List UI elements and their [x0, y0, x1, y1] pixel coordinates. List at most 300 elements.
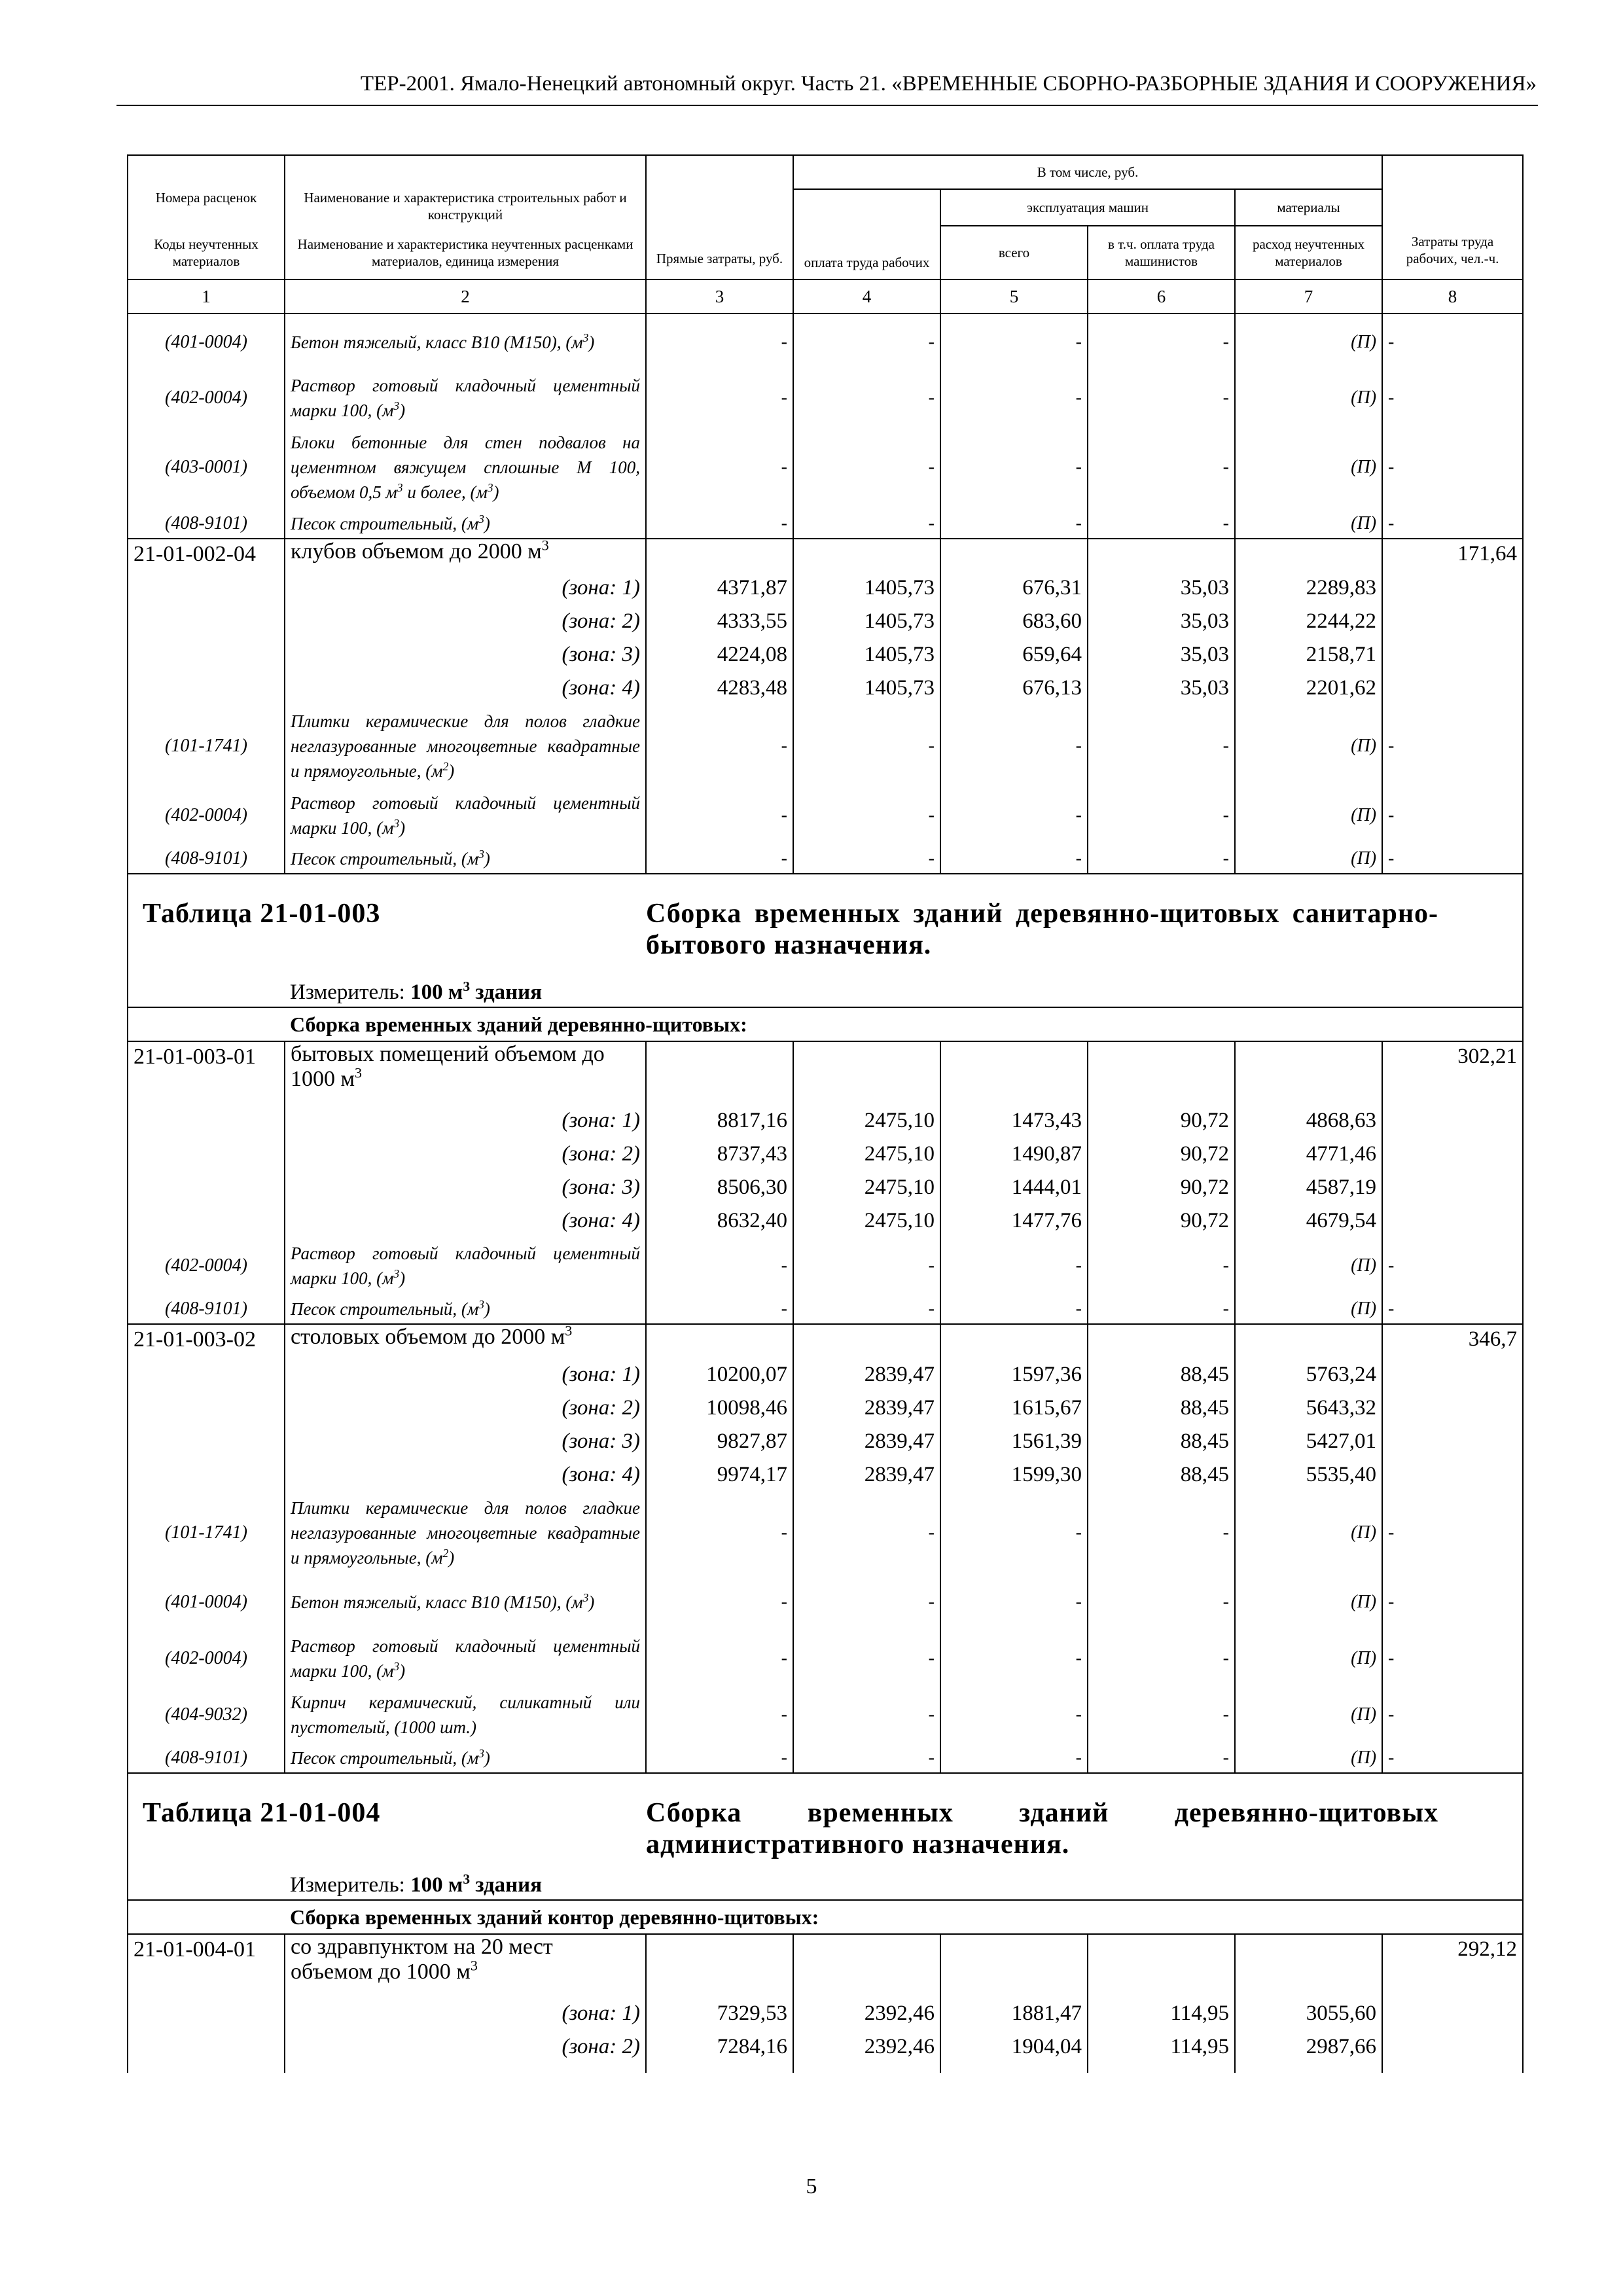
- price-value: 1561,39: [940, 1425, 1088, 1458]
- price-value: 1405,73: [793, 605, 940, 638]
- measure-value-text: 100 м: [410, 980, 463, 1004]
- material-name: [285, 705, 646, 787]
- price-value: 4868,63: [1235, 1104, 1382, 1138]
- header-rule: [116, 105, 1538, 106]
- zone-row: [128, 638, 1523, 672]
- price-value: 2475,10: [793, 1138, 940, 1171]
- header-labor-label: Затраты труда рабочих, чел.-ч.: [1406, 234, 1499, 266]
- table-tail: [128, 2064, 1523, 2073]
- price-value: 4224,08: [646, 638, 793, 672]
- dash-cell: -: [1382, 1743, 1523, 1773]
- empty-cell: [128, 978, 285, 1007]
- price-value: 8737,43: [646, 1138, 793, 1171]
- zone-row: [128, 1997, 1523, 2030]
- header-machines: [940, 189, 1235, 226]
- superscript: 3: [582, 1591, 589, 1604]
- measure-row: [128, 1871, 1523, 1900]
- price-value: 90,72: [1088, 1104, 1235, 1138]
- header-incl: [793, 155, 1382, 189]
- project-marker: (П): [1235, 705, 1382, 787]
- price-value: 7329,53: [646, 1997, 793, 2030]
- material-row: [128, 1687, 1523, 1743]
- zone-row: [128, 1391, 1523, 1425]
- dash-cell: -: [1382, 1630, 1523, 1687]
- dash-cell: -: [940, 370, 1088, 426]
- material-row: [128, 314, 1523, 370]
- dash-cell: -: [1382, 705, 1523, 787]
- zone-row: [128, 1104, 1523, 1138]
- material-row: [128, 1574, 1523, 1630]
- dash-cell: -: [1382, 509, 1523, 539]
- dash-cell: -: [1088, 370, 1235, 426]
- zone-label: (зона: 3): [285, 1425, 646, 1458]
- header-col2-top-spacer: [285, 155, 646, 189]
- empty-cell: [1382, 1997, 1523, 2030]
- superscript: 3: [463, 978, 471, 994]
- superscript: 2: [442, 760, 449, 773]
- project-marker: (П): [1235, 509, 1382, 539]
- rate-row: [128, 1934, 1523, 1997]
- zone-row: [128, 1171, 1523, 1204]
- price-value: 10200,07: [646, 1358, 793, 1391]
- material-code: (402-0004): [128, 1238, 285, 1294]
- empty-cell: [128, 2064, 285, 2073]
- price-value: 2987,66: [1235, 2030, 1382, 2064]
- header-machinist-wages: [1088, 226, 1235, 279]
- price-value: 2475,10: [793, 1104, 940, 1138]
- dash-cell: -: [793, 1238, 940, 1294]
- column-number: 6: [1088, 279, 1235, 314]
- table-body: [128, 155, 1523, 2073]
- price-value: 1444,01: [940, 1171, 1088, 1204]
- price-value: 2839,47: [793, 1425, 940, 1458]
- dash-cell: -: [1382, 787, 1523, 844]
- measure-unit: [285, 978, 1523, 1007]
- column-number: 8: [1382, 279, 1523, 314]
- table-number: Таблица 21-01-003: [128, 874, 646, 978]
- empty-cell: [1088, 539, 1235, 571]
- price-value: 676,13: [940, 672, 1088, 705]
- zone-label: (зона: 1): [285, 1358, 646, 1391]
- rate-name-text: бытовых помещений объемом до 1000 м: [291, 1042, 605, 1091]
- empty-cell: [1382, 1391, 1523, 1425]
- empty-cell: [128, 1871, 285, 1900]
- empty-cell: [793, 539, 940, 571]
- dash-cell: -: [1382, 1492, 1523, 1574]
- empty-cell: [646, 2064, 793, 2073]
- price-value: 4679,54: [1235, 1204, 1382, 1238]
- empty-cell: [1088, 2064, 1235, 2073]
- labor-cost: 346,7: [1382, 1324, 1523, 1358]
- price-value: 5427,01: [1235, 1425, 1382, 1458]
- rate-name: [285, 1934, 646, 1997]
- price-value: 683,60: [940, 605, 1088, 638]
- project-marker: (П): [1235, 1574, 1382, 1630]
- material-code: (402-0004): [128, 1630, 285, 1687]
- empty-cell: [1382, 2030, 1523, 2064]
- empty-cell: [128, 1171, 285, 1204]
- material-name-text: Раствор готовый кладочный цементный марки 100, (м: [291, 793, 640, 838]
- dash-cell: -: [1382, 1687, 1523, 1743]
- empty-cell: [940, 1324, 1088, 1358]
- rate-name: [285, 1324, 646, 1358]
- dash-cell: -: [793, 844, 940, 874]
- price-value: 8506,30: [646, 1171, 793, 1204]
- material-name-text: ): [399, 818, 406, 838]
- material-code: (408-9101): [128, 509, 285, 539]
- price-value: 2475,10: [793, 1171, 940, 1204]
- material-name-text: и более, (м: [402, 482, 488, 502]
- superscript: 3: [478, 1297, 484, 1311]
- price-value: 1473,43: [940, 1104, 1088, 1138]
- material-row: [128, 1238, 1523, 1294]
- dash-cell: -: [940, 509, 1088, 539]
- project-marker: (П): [1235, 314, 1382, 370]
- superscript: 3: [393, 1660, 400, 1673]
- zone-row: [128, 1204, 1523, 1238]
- labor-cost: 302,21: [1382, 1041, 1523, 1104]
- column-number: 1: [128, 279, 285, 314]
- empty-cell: [1235, 539, 1382, 571]
- rate-name-text: клубов объемом до 2000 м: [291, 539, 542, 564]
- material-name-text: ): [588, 1592, 595, 1612]
- rate-row: [128, 1041, 1523, 1104]
- price-value: 1405,73: [793, 571, 940, 605]
- material-name-text: Раствор готовый кладочный цементный марки 100, (м: [291, 1244, 640, 1288]
- dash-cell: -: [1382, 1574, 1523, 1630]
- material-name: [285, 1743, 646, 1773]
- empty-cell: [1382, 1204, 1523, 1238]
- header-unaccounted-materials: [1235, 226, 1382, 279]
- empty-cell: [646, 1041, 793, 1104]
- price-value: 90,72: [1088, 1171, 1235, 1204]
- material-name-text: ): [399, 1268, 406, 1288]
- dash-cell: -: [1088, 787, 1235, 844]
- project-marker: (П): [1235, 1743, 1382, 1773]
- zone-row: [128, 1138, 1523, 1171]
- empty-cell: [1235, 2064, 1382, 2073]
- price-value: 88,45: [1088, 1358, 1235, 1391]
- measure-unit: [285, 1871, 1523, 1900]
- superscript: 3: [355, 1064, 363, 1081]
- zone-row: [128, 1458, 1523, 1492]
- material-code: (408-9101): [128, 1294, 285, 1324]
- material-code: (402-0004): [128, 370, 285, 426]
- price-value: 2392,46: [793, 1997, 940, 2030]
- column-numbers-row: [128, 279, 1523, 314]
- section-heading: Сборка временных зданий деревянно-щитовых:: [285, 1007, 1523, 1041]
- dash-cell: -: [940, 1630, 1088, 1687]
- rate-code: 21-01-003-02: [128, 1324, 285, 1358]
- rate-name: [285, 1041, 646, 1104]
- price-value: 1477,76: [940, 1204, 1088, 1238]
- header-work-name-label: Наименование и характеристика строительных работ и конструкций: [304, 190, 627, 223]
- zone-label: (зона: 2): [285, 605, 646, 638]
- price-value: 10098,46: [646, 1391, 793, 1425]
- price-value: 4333,55: [646, 605, 793, 638]
- empty-cell: [128, 1104, 285, 1138]
- price-value: 9974,17: [646, 1458, 793, 1492]
- dash-cell: -: [940, 844, 1088, 874]
- column-number: 7: [1235, 279, 1382, 314]
- rate-name-text: со здравпунктом на 20 мест объемом до 1000 м: [291, 1935, 553, 1984]
- project-marker: (П): [1235, 1492, 1382, 1574]
- page-number: 5: [806, 2174, 817, 2198]
- material-row: [128, 509, 1523, 539]
- dash-cell: -: [793, 426, 940, 509]
- price-value: 1405,73: [793, 672, 940, 705]
- price-value: 2289,83: [1235, 571, 1382, 605]
- dash-cell: -: [646, 1492, 793, 1574]
- column-number: 2: [285, 279, 646, 314]
- price-value: 2392,46: [793, 2030, 940, 2064]
- material-row: [128, 787, 1523, 844]
- zone-row: [128, 571, 1523, 605]
- zone-row: [128, 1358, 1523, 1391]
- dash-cell: -: [940, 1492, 1088, 1574]
- dash-cell: -: [793, 314, 940, 370]
- measure-value-text: здания: [470, 1873, 543, 1897]
- project-marker: (П): [1235, 1294, 1382, 1324]
- empty-cell: [128, 672, 285, 705]
- header-unaccounted-materials-label: расход неучтенных материалов: [1252, 236, 1365, 269]
- material-code: (408-9101): [128, 844, 285, 874]
- zone-row: [128, 1425, 1523, 1458]
- material-name: [285, 1630, 646, 1687]
- header-machinist-wages-label: в т.ч. оплата труда машинистов: [1108, 236, 1215, 269]
- price-value: 35,03: [1088, 638, 1235, 672]
- empty-cell: [940, 539, 1088, 571]
- price-value: 2158,71: [1235, 638, 1382, 672]
- empty-cell: [1235, 1041, 1382, 1104]
- empty-cell: [1088, 1324, 1235, 1358]
- labor-cost: 171,64: [1382, 539, 1523, 571]
- project-marker: (П): [1235, 1687, 1382, 1743]
- empty-cell: [1382, 1104, 1523, 1138]
- empty-cell: [128, 1900, 285, 1934]
- dash-cell: -: [1382, 370, 1523, 426]
- price-value: 35,03: [1088, 571, 1235, 605]
- rate-code: 21-01-003-01: [128, 1041, 285, 1104]
- price-value: 35,03: [1088, 605, 1235, 638]
- empty-cell: [128, 1138, 285, 1171]
- material-name: [285, 1574, 646, 1630]
- empty-cell: [1382, 1358, 1523, 1391]
- header-wages-label: оплата труда рабочих: [804, 255, 930, 270]
- measure-value: [410, 980, 542, 1004]
- price-table: [127, 154, 1524, 2073]
- empty-cell: [1088, 1041, 1235, 1104]
- dash-cell: -: [1088, 705, 1235, 787]
- material-row: [128, 1492, 1523, 1574]
- dash-cell: -: [646, 1294, 793, 1324]
- price-value: 5763,24: [1235, 1358, 1382, 1391]
- rate-row: [128, 539, 1523, 571]
- column-number: 3: [646, 279, 793, 314]
- empty-cell: [1382, 1425, 1523, 1458]
- empty-cell: [1382, 1171, 1523, 1204]
- price-value: 5535,40: [1235, 1458, 1382, 1492]
- column-number: 5: [940, 279, 1088, 314]
- price-value: 35,03: [1088, 672, 1235, 705]
- rate-row: [128, 1324, 1523, 1358]
- dash-cell: -: [1382, 844, 1523, 874]
- project-marker: (П): [1235, 787, 1382, 844]
- material-row: [128, 1743, 1523, 1773]
- material-name-text: ): [448, 761, 455, 781]
- header-material-names-label: Наименование и характеристика неучтенных расценками материалов, единица измерения: [297, 236, 633, 269]
- material-name: [285, 1238, 646, 1294]
- dash-cell: -: [1088, 1687, 1235, 1743]
- empty-cell: [128, 1204, 285, 1238]
- price-value: 1490,87: [940, 1138, 1088, 1171]
- price-value: 1599,30: [940, 1458, 1088, 1492]
- material-name-text: Плитки керамические для полов гладкие неглазурованные многоцветные квадратные и прямоугольные, (м: [291, 711, 640, 781]
- price-value: 9827,87: [646, 1425, 793, 1458]
- price-value: 1881,47: [940, 1997, 1088, 2030]
- dash-cell: -: [1382, 426, 1523, 509]
- dash-cell: -: [793, 1743, 940, 1773]
- superscript: 3: [393, 1267, 400, 1280]
- dash-cell: -: [940, 1574, 1088, 1630]
- empty-cell: [793, 1934, 940, 1997]
- dash-cell: -: [646, 426, 793, 509]
- superscript: 2: [442, 1547, 449, 1560]
- header-direct-costs: [646, 155, 793, 279]
- material-code: (402-0004): [128, 787, 285, 844]
- zone-label: (зона: 2): [285, 2030, 646, 2064]
- dash-cell: -: [646, 1630, 793, 1687]
- zone-label: (зона: 4): [285, 1458, 646, 1492]
- dash-cell: -: [646, 370, 793, 426]
- dash-cell: -: [1088, 314, 1235, 370]
- empty-cell: [1382, 1458, 1523, 1492]
- empty-cell: [128, 1391, 285, 1425]
- project-marker: (П): [1235, 370, 1382, 426]
- section-heading: Сборка временных зданий контор деревянно-щитовых:: [285, 1900, 1523, 1934]
- material-code: (401-0004): [128, 1574, 285, 1630]
- price-value: 8632,40: [646, 1204, 793, 1238]
- table-title: Сборка временных зданий деревянно-щитовых санитарно-бытового назначения.: [646, 874, 1523, 978]
- running-header: ТЕР-2001. Ямало-Ненецкий автономный округ. Часть 21. «ВРЕМЕННЫЕ СБОРНО-РАЗБОРНЫЕ ЗДАНИЯ И СООРУЖЕНИЯ»: [360, 72, 1537, 96]
- dash-cell: -: [940, 1743, 1088, 1773]
- table-title-row: [128, 1773, 1523, 1871]
- dash-cell: -: [1088, 1294, 1235, 1324]
- material-name-text: Песок строительный, (м: [291, 1748, 479, 1768]
- dash-cell: -: [793, 787, 940, 844]
- header-labor: [1382, 155, 1523, 279]
- material-name: [285, 1294, 646, 1324]
- material-name-text: Бетон тяжелый, класс В10 (М150), (м: [291, 1592, 583, 1612]
- material-name: [285, 426, 646, 509]
- empty-cell: [646, 1324, 793, 1358]
- section-row: [128, 1007, 1523, 1041]
- price-value: 2839,47: [793, 1458, 940, 1492]
- dash-cell: -: [793, 1687, 940, 1743]
- empty-cell: [128, 2030, 285, 2064]
- header-machines-label: эксплуатация машин: [1027, 200, 1149, 215]
- price-value: 1405,73: [793, 638, 940, 672]
- material-code: (401-0004): [128, 314, 285, 370]
- material-name-text: ): [399, 401, 406, 420]
- dash-cell: -: [646, 1574, 793, 1630]
- zone-row: [128, 605, 1523, 638]
- dash-cell: -: [940, 1687, 1088, 1743]
- header-rate-numbers-label: Номера расценок: [155, 190, 257, 206]
- price-value: 2201,62: [1235, 672, 1382, 705]
- zone-label: (зона: 3): [285, 1171, 646, 1204]
- price-value: 1597,36: [940, 1358, 1088, 1391]
- project-marker: (П): [1235, 426, 1382, 509]
- header-materials: [1235, 189, 1382, 226]
- dash-cell: -: [646, 705, 793, 787]
- price-value: 88,45: [1088, 1425, 1235, 1458]
- price-value: 7284,16: [646, 2030, 793, 2064]
- material-name-text: ): [484, 1748, 490, 1768]
- empty-cell: [940, 1934, 1088, 1997]
- price-value: 90,72: [1088, 1138, 1235, 1171]
- superscript: 3: [582, 331, 589, 344]
- dash-cell: -: [1382, 1294, 1523, 1324]
- project-marker: (П): [1235, 844, 1382, 874]
- header-machines-total-label: всего: [998, 245, 1030, 260]
- measure-value-text: 100 м: [410, 1873, 463, 1897]
- measure-label: Измеритель:: [290, 1873, 405, 1897]
- material-name-text: Блоки бетонные для стен подвалов на цементном вяжущем сплошные М 100, объемом 0,5 м: [291, 433, 640, 502]
- material-name-text: Бетон тяжелый, класс В10 (М150), (м: [291, 332, 583, 352]
- dash-cell: -: [1088, 1238, 1235, 1294]
- empty-cell: [793, 1324, 940, 1358]
- zone-label: (зона: 2): [285, 1391, 646, 1425]
- empty-cell: [1235, 1324, 1382, 1358]
- dash-cell: -: [1088, 509, 1235, 539]
- superscript: 3: [478, 847, 484, 861]
- measure-value: [410, 1873, 542, 1897]
- section-row: [128, 1900, 1523, 1934]
- price-value: 1615,67: [940, 1391, 1088, 1425]
- empty-cell: [1088, 1934, 1235, 1997]
- price-value: 4771,46: [1235, 1138, 1382, 1171]
- material-name-text: ): [588, 332, 595, 352]
- price-value: 676,31: [940, 571, 1088, 605]
- project-marker: (П): [1235, 1238, 1382, 1294]
- empty-cell: [128, 1358, 285, 1391]
- measure-value-text: здания: [470, 980, 543, 1004]
- dash-cell: -: [1088, 1574, 1235, 1630]
- dash-cell: -: [940, 1294, 1088, 1324]
- column-number: 4: [793, 279, 940, 314]
- empty-cell: [940, 2064, 1088, 2073]
- superscript: 3: [393, 399, 400, 412]
- dash-cell: -: [1088, 1492, 1235, 1574]
- empty-cell: [128, 1007, 285, 1041]
- empty-cell: [1382, 571, 1523, 605]
- price-value: 2839,47: [793, 1358, 940, 1391]
- dash-cell: -: [1382, 1238, 1523, 1294]
- zone-row: [128, 672, 1523, 705]
- header-rate-numbers: [128, 189, 285, 226]
- material-name: [285, 509, 646, 539]
- header-work-name: [285, 189, 646, 226]
- dash-cell: -: [940, 705, 1088, 787]
- empty-cell: [285, 2064, 646, 2073]
- zone-label: (зона: 3): [285, 638, 646, 672]
- material-row: [128, 370, 1523, 426]
- zone-label: (зона: 1): [285, 1997, 646, 2030]
- zone-label: (зона: 4): [285, 672, 646, 705]
- rate-code: 21-01-002-04: [128, 539, 285, 571]
- dash-cell: -: [1382, 314, 1523, 370]
